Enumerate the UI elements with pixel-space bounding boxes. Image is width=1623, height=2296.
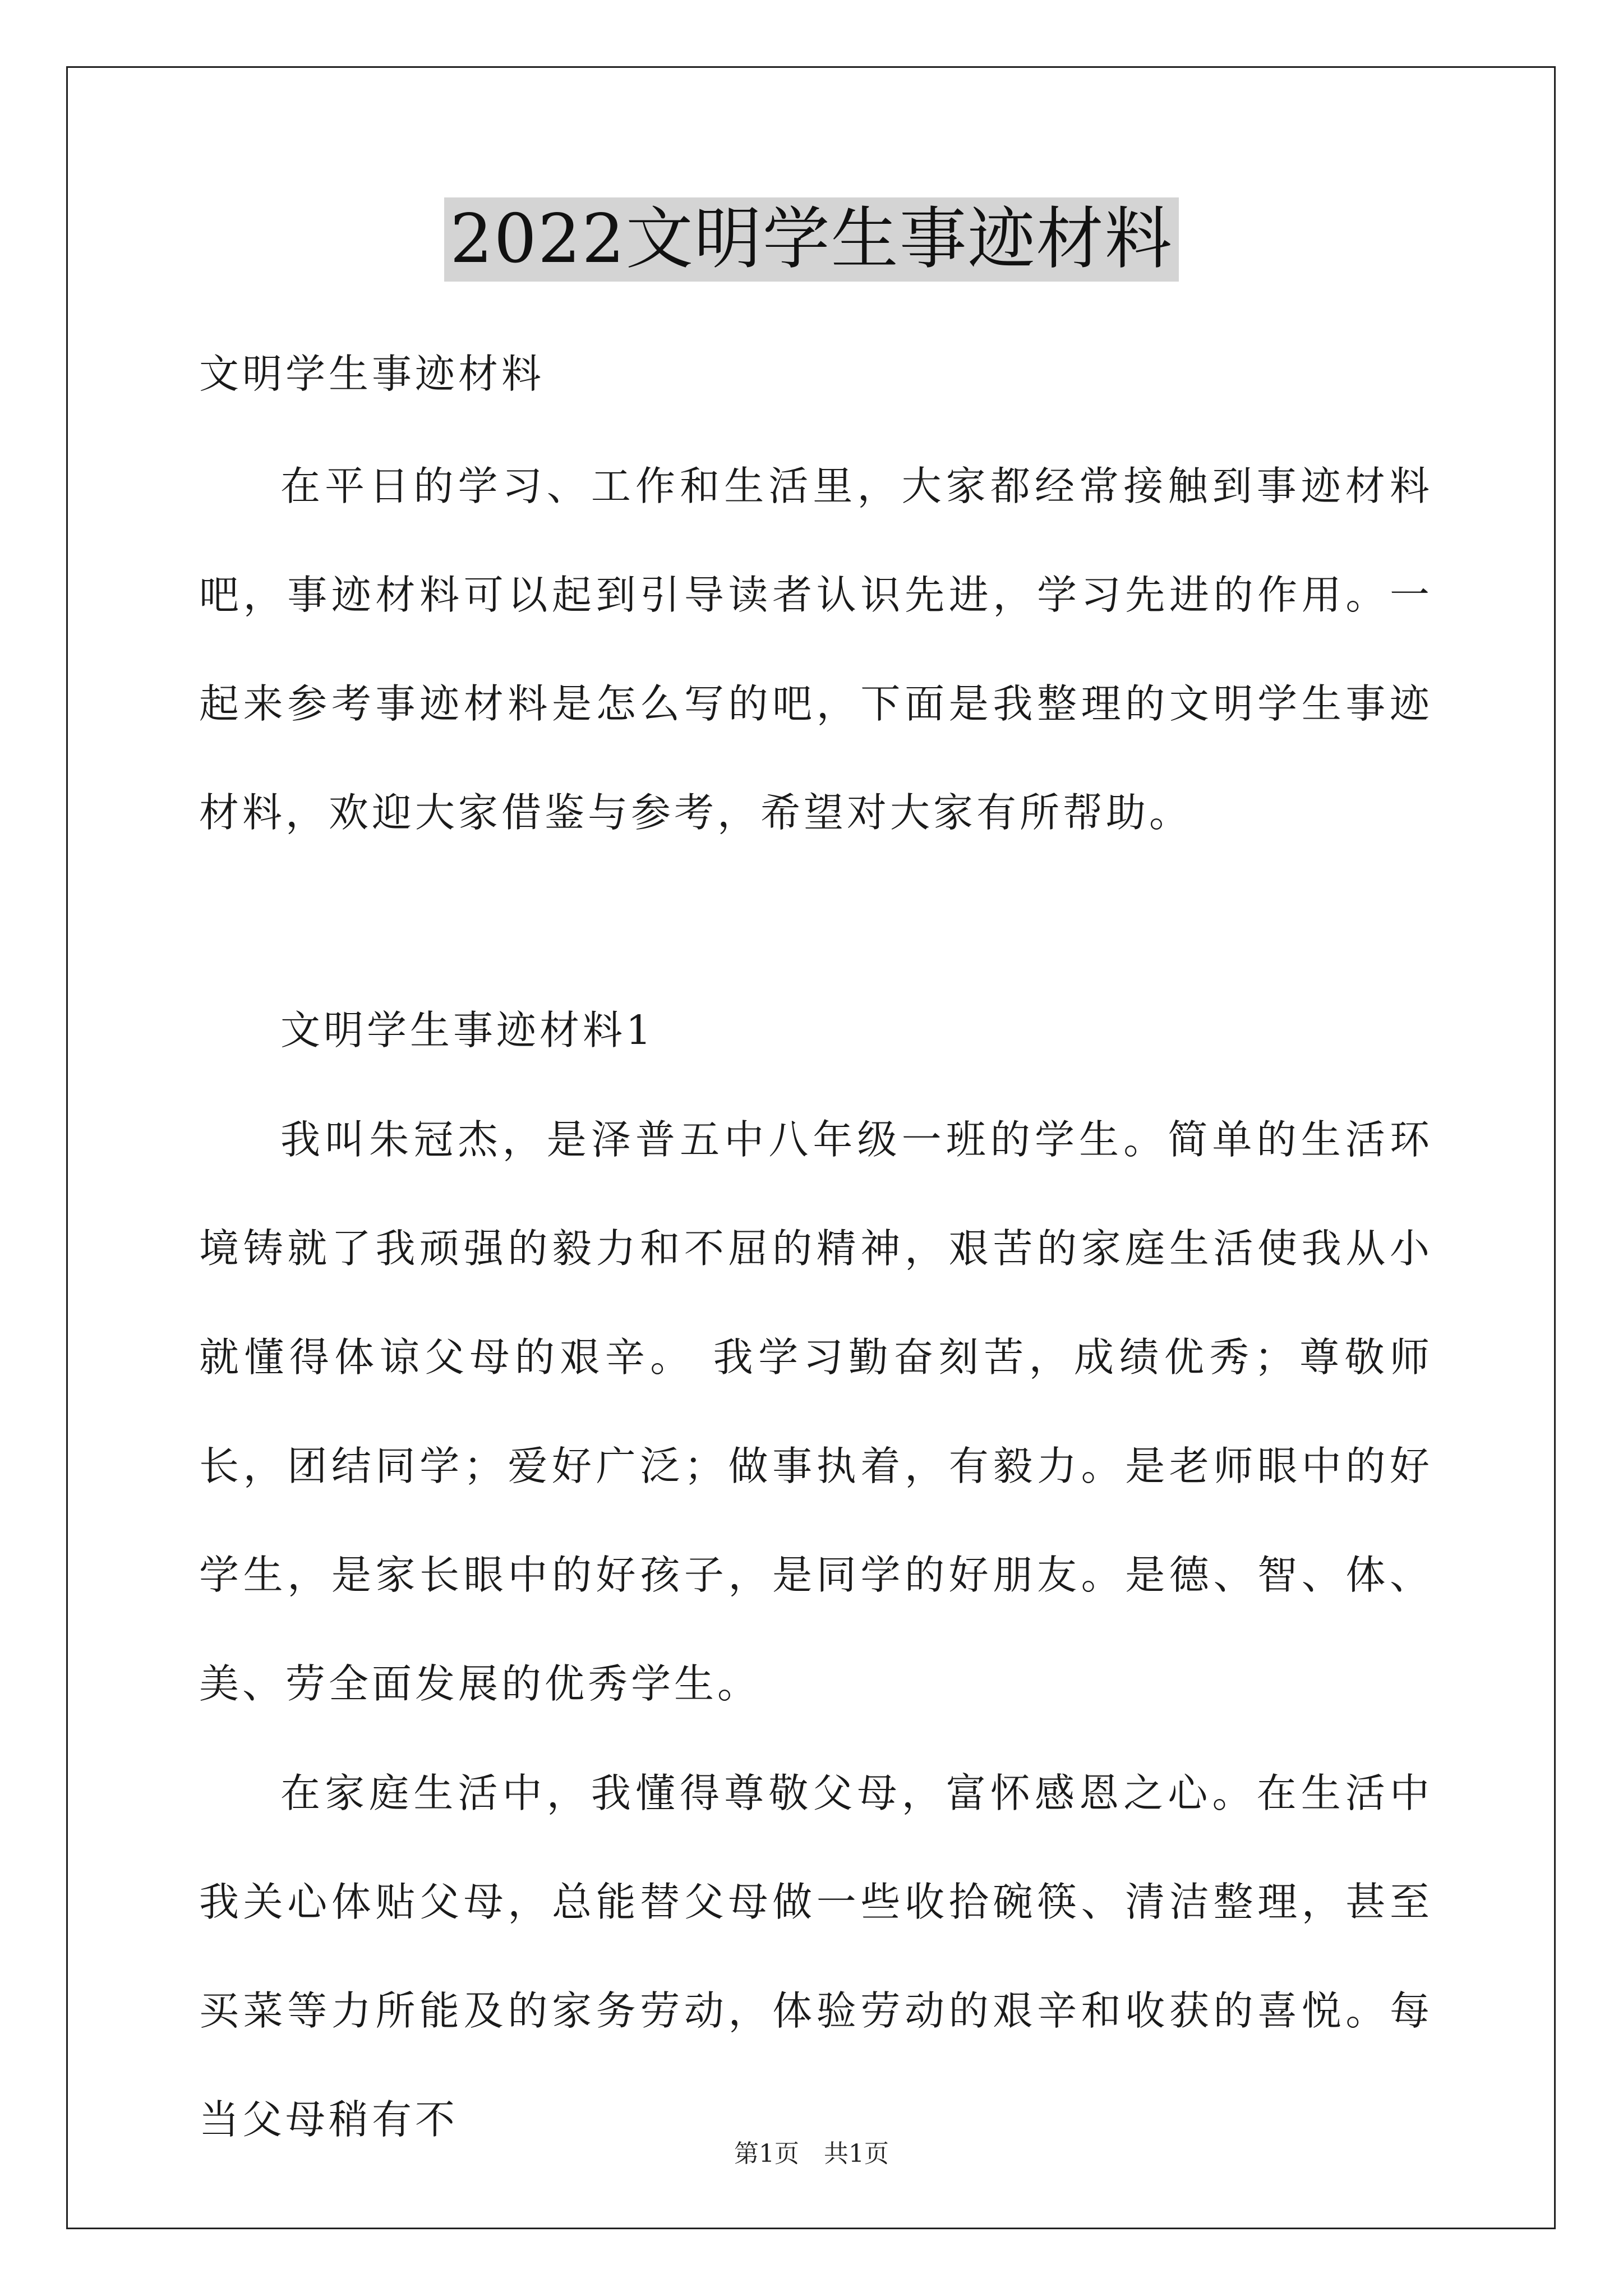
subtitle-paragraph: 文明学生事迹材料 [199, 351, 545, 397]
title-container [0, 197, 1623, 282]
page-footer: 第1页 共1页 [734, 2139, 889, 2168]
body-paragraph-1: 我叫朱冠杰，是泽普五中八年级一班的学生。简单的生活环境铸就了我顽强的毅力和不屈的精神，艰苦的家庭生活使我从小就懂得体谅父母的艰辛。 我学习勤奋刻苦，成绩优秀；尊敬师长，团结同学；爱好广泛；做事执着，有毅力。是老师眼中的好学生，是家长眼中的好孩子，是同学的好朋友。是德、智、体、美、劳全面发展的优秀学生。 [199, 1116, 1433, 1707]
body-paragraph-2: 在家庭生活中，我懂得尊敬父母，富怀感恩之心。在生活中我关心体贴父母，总能替父母做一些收拾碗筷、清洁整理，甚至买菜等力所能及的家务劳动，体验劳动的艰辛和收获的喜悦。每当父母稍有不 [199, 1770, 1433, 2143]
intro-paragraph: 在平日的学习、工作和生活里，大家都经常接触到事迹材料吧，事迹材料可以起到引导读者认识先进，学习先进的作用。一起来参考事迹材料是怎么写的吧，下面是我整理的文明学生事迹材料，欢迎大家借鉴与参考，希望对大家有所帮助。 [199, 463, 1433, 836]
document-title: 2022文明学生事迹材料 [444, 197, 1178, 282]
section-heading: 文明学生事迹材料1 [280, 1007, 655, 1053]
